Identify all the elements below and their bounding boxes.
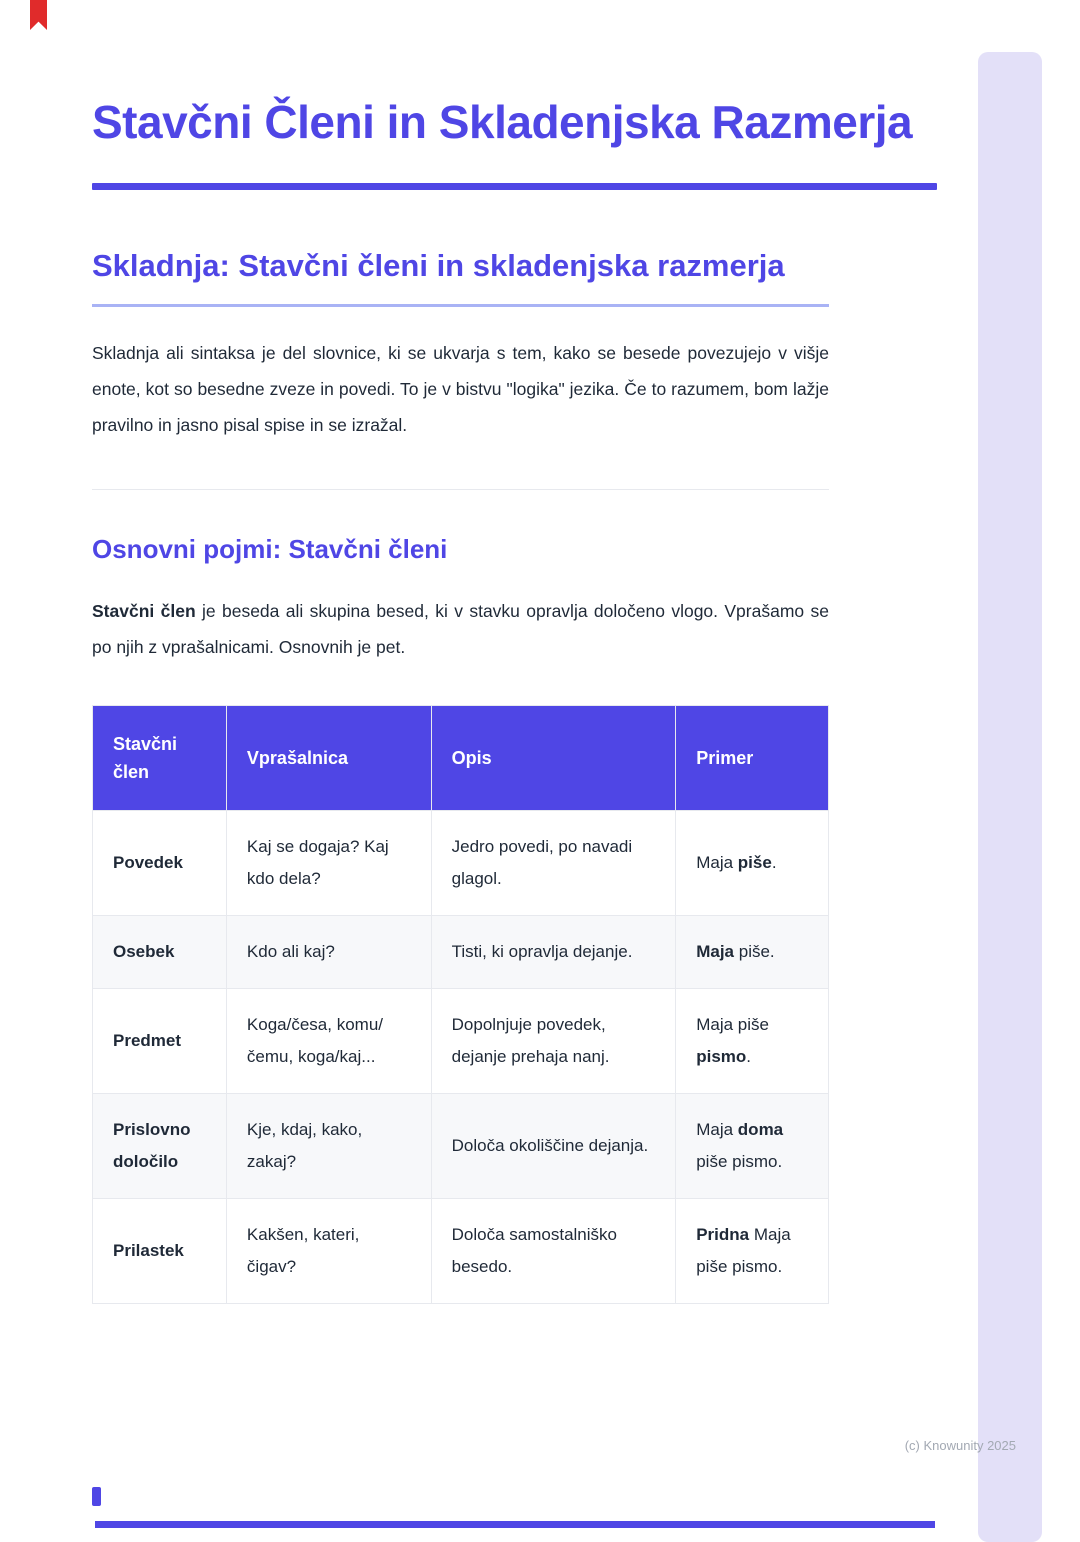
table-cell: Prislovno določilo: [93, 1094, 227, 1199]
section-divider: [92, 489, 829, 490]
page-title: Stavčni Členi in Skladenjska Razmerja: [92, 96, 913, 148]
title-divider: [92, 183, 937, 190]
quote-marker: [92, 1487, 101, 1506]
table-cell: Osebek: [93, 916, 227, 989]
table-cell: Kaj se dogaja? Kaj kdo dela?: [226, 811, 431, 916]
table-cell: Jedro povedi, po navadi glagol.: [431, 811, 676, 916]
table-cell: Kje, kdaj, kako, zakaj?: [226, 1094, 431, 1199]
right-side-rail: [978, 52, 1042, 1542]
table-cell: Predmet: [93, 989, 227, 1094]
table-cell: Povedek: [93, 811, 227, 916]
table-cell: Dopolnjuje povedek, dejanje prehaja nanj.: [431, 989, 676, 1094]
table-row: [93, 916, 829, 989]
column-header: Opis: [431, 706, 676, 811]
bookmark-ribbon-icon: [30, 0, 47, 30]
table-cell: Določa samostalniško besedo.: [431, 1199, 676, 1304]
table-cell: Pridna Maja piše pismo.: [676, 1199, 829, 1304]
lead-text: je beseda ali skupina besed, ki v stavku opravlja določeno vlogo. Vprašamo se po njih z vprašalnicami. Osnovnih je pet.: [92, 601, 829, 658]
table-cell: Določa okoliščine dejanja.: [431, 1094, 676, 1199]
document-body: [92, 92, 937, 1304]
lead-paragraph: [92, 593, 829, 665]
table-cell: Prilastek: [93, 1199, 227, 1304]
table-cell: Maja piše.: [676, 811, 829, 916]
table-row: [93, 1094, 829, 1199]
table-cell: Koga/česa, komu/čemu, koga/kaj...: [226, 989, 431, 1094]
table-cell: Tisti, ki opravlja dejanje.: [431, 916, 676, 989]
table-cell: Maja doma piše pismo.: [676, 1094, 829, 1199]
column-header: Stavčni člen: [93, 706, 227, 811]
table-cell: Maja piše.: [676, 916, 829, 989]
bottom-divider: [95, 1521, 935, 1528]
table-row: [93, 989, 829, 1094]
footer-credit: (c) Knowunity 2025: [904, 1438, 1016, 1453]
table-cell: Maja piše pismo.: [676, 989, 829, 1094]
table-header-row: [93, 706, 829, 811]
lead-term: Stavčni člen: [92, 601, 196, 622]
subsection-heading: Osnovni pojmi: Stavčni členi: [92, 534, 448, 565]
table-cell: Kdo ali kaj?: [226, 916, 431, 989]
section-heading-underline: [92, 304, 829, 307]
column-header: Primer: [676, 706, 829, 811]
table-cell: Kakšen, kateri, čigav?: [226, 1199, 431, 1304]
section-heading: Skladnja: Stavčni členi in skladenjska razmerja: [92, 248, 785, 284]
column-header: Vprašalnica: [226, 706, 431, 811]
grammar-table: [92, 705, 829, 1304]
intro-paragraph: Skladnja ali sintaksa je del slovnice, ki se ukvarja s tem, kako se besede povezujejo v višje enote, kot so besedne zveze in povedi. To je v bistvu "logika" jezika. Če to razumem, bom lažje pravilno in jasno pisal spise in se izražal.: [92, 343, 829, 436]
table-row: [93, 1199, 829, 1304]
table-row: [93, 811, 829, 916]
